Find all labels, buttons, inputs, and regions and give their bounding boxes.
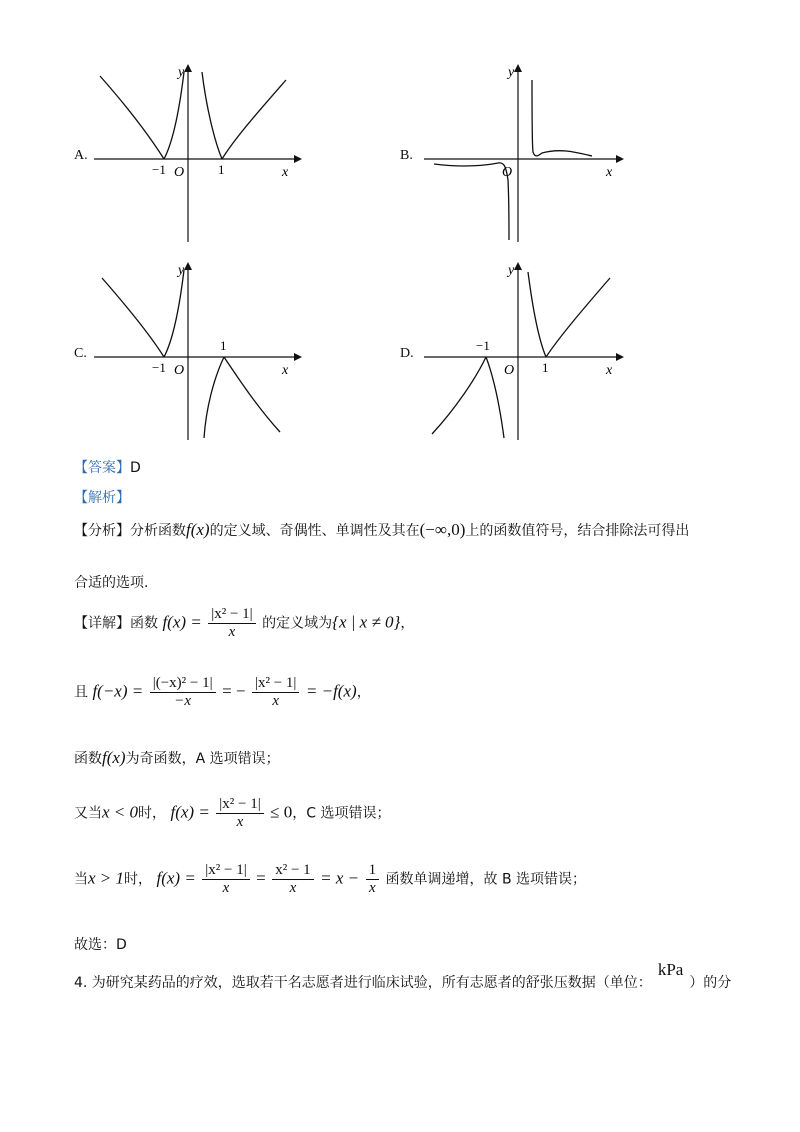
step4-eq2: = x − [320,868,360,888]
analysis-tag: 【解析】 [74,490,130,506]
step1-fraction-1: $\frac{\text{|(−x)² − 1|}}{-x}$ [150,675,216,710]
step4-fraction-1: $\frac{\text{|x² − 1|}}{x}$ [202,862,249,897]
step4-cond: x > 1 [88,868,125,888]
answer-line [74,457,141,477]
xiangjie-text1: 函数 [130,615,158,632]
axis-x-label: x [282,165,289,180]
fenxi-text4: 合适的选项. [74,575,149,591]
step1-prefix: 且 [74,684,88,701]
graph-c [90,258,310,452]
step4-fraction-2: $\frac{\text{x² − 1}}{x}$ [272,862,313,897]
step1-rhs: = −f(x) [305,681,357,701]
graph-a [90,60,310,254]
xiangjie-domain: {x | x ≠ 0} [332,612,401,632]
xiangjie-text2: 的定义域为 [262,615,333,632]
tick-one: 1 [542,360,549,375]
conclusion-text: 故选：D [74,937,127,953]
step4-text: 函数单调递增，故 B 选项错误； [385,871,587,888]
fenxi-fx: f(x) [186,520,210,539]
option-d-label: D. [400,346,414,361]
option-a-label: A. [74,148,88,163]
conclusion-line [74,934,127,954]
graph-b [420,60,630,254]
step1-mid: = − [222,681,246,701]
origin-label: O [504,363,515,378]
step3-prefix: 又当 [74,805,102,822]
axis-x-label: x [606,165,613,180]
xiangjie-tag: 【详解】 [74,615,130,632]
axis-x-label: x [606,363,613,378]
step3-fraction: $\frac{\text{|x² − 1|}}{x}$ [216,796,263,831]
analysis-line [74,487,130,507]
axis-y-label: y [508,263,515,278]
step2-prefix: 函数 [74,751,102,767]
axis-y-label: y [178,263,185,278]
step3-line [74,796,391,831]
xiangjie-fx: f(x) = [162,612,202,632]
axis-y-label: y [178,65,185,80]
step3-when: 时， [138,805,167,822]
xiangjie-comma: ， [400,615,415,632]
fenxi-text2: 的定义域、奇偶性、单调性及其在 [209,523,420,539]
step4-prefix: 当 [74,871,88,888]
answer-value: D [130,460,141,476]
tick-neg-one: −1 [152,360,166,375]
fenxi-text1: 分析函数 [130,523,186,539]
step4-lhs: f(x) = [156,868,196,888]
step2-fx: f(x) [102,748,126,767]
step4-eq: = [256,868,266,888]
graph-d [420,258,630,452]
fenxi-interval: (−∞,0) [419,520,466,539]
tick-neg-one: −1 [152,162,166,177]
next-question-line [74,960,732,992]
step2-text: 为奇函数，A 选项错误； [125,751,280,767]
tick-neg-one: −1 [476,338,490,353]
origin-label: O [502,165,513,180]
next-question-text: 4. 为研究某药品的疗效，选取若干名志愿者进行临床试验，所有志愿者的舒张压数据（单位： [74,975,652,991]
xiangjie-fraction: $\frac{\text{|x² − 1|}}{x}$ [208,606,255,641]
step1-comma: ， [356,684,371,701]
origin-label: O [174,363,185,378]
step4-when: 时， [124,871,153,888]
origin-label: O [174,165,185,180]
fenxi-line-2 [74,572,148,592]
next-question-unit: kPa [657,960,684,979]
option-b-label: B. [400,148,413,163]
answer-tag: 【答案】 [74,460,130,476]
step1-line [74,675,371,710]
option-c-label: C. [74,346,87,361]
step3-text: ，C 选项错误； [292,805,391,822]
tick-one: 1 [218,162,225,177]
axis-y-label: y [508,65,515,80]
fenxi-text3: 上的函数值符号，结合排除法可得出 [465,523,690,539]
axis-x-label: x [282,363,289,378]
fenxi-line [74,520,689,540]
step3-cond: x < 0 [102,802,139,822]
xiangjie-line [74,606,414,641]
step1-lhs: f(−x) = [92,681,144,701]
fenxi-tag: 【分析】 [74,523,130,539]
next-question-tail: ）的分 [689,975,732,991]
step2-line [74,748,280,768]
step4-line [74,862,586,897]
step3-rhs: ≤ 0 [270,802,293,822]
step4-fraction-3: $\frac{1}{x}$ [366,862,380,897]
step3-lhs: f(x) = [170,802,210,822]
step1-fraction-2: $\frac{\text{|x² − 1|}}{x}$ [252,675,299,710]
tick-one: 1 [220,338,227,353]
